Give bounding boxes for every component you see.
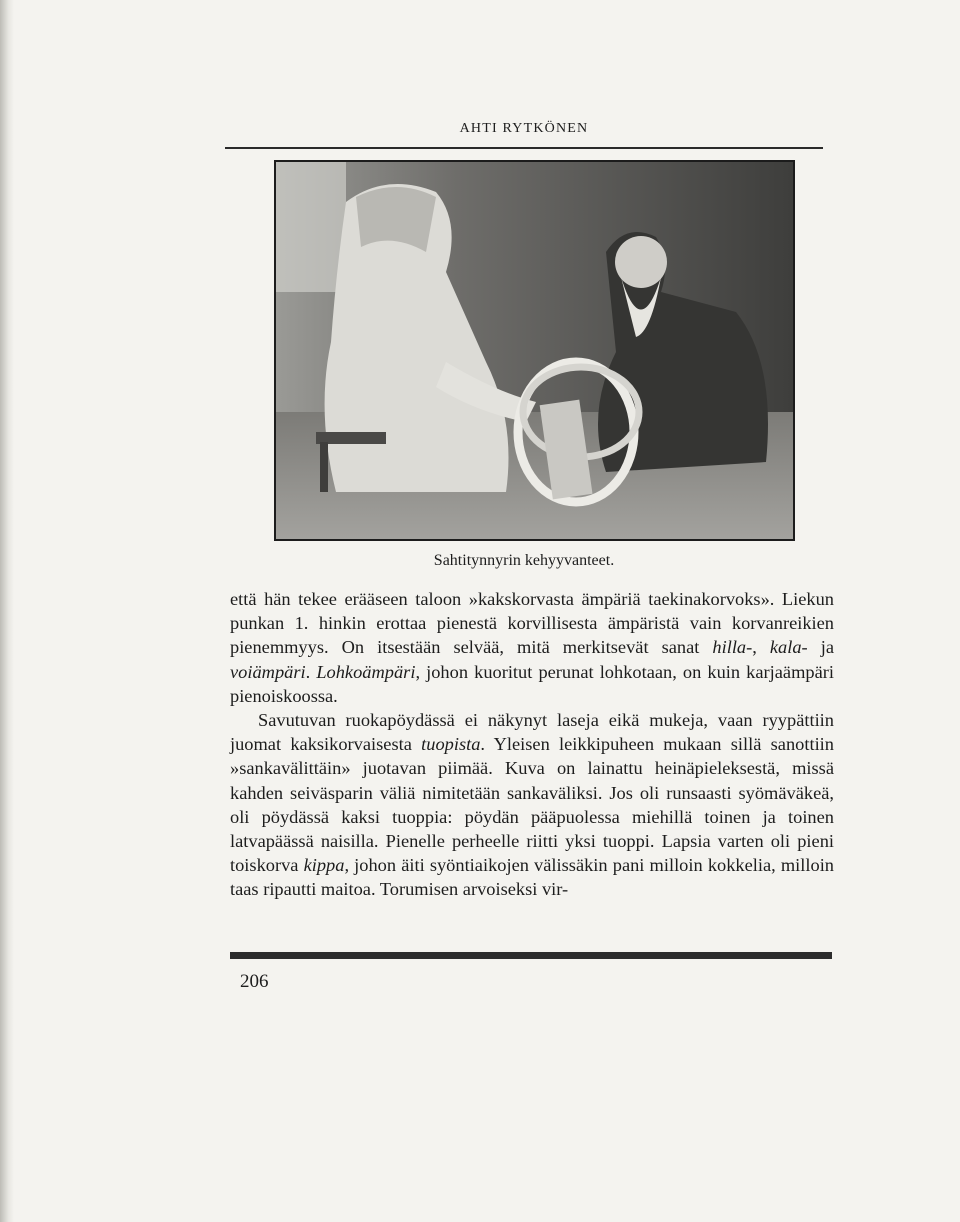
paragraph-1: että hän tekee erääseen taloon »kakskorvasta ämpäriä taekinakorvoks». Liekun punkan 1. hinkin erottaa pienestä korvillisesta ämpäristä vain korvanreikien pienemmyys. On itsestään selvää, mitä merkitsevät sanat hilla-, kala- ja voiämpäri. Lohkoämpäri, johon kuoritut perunat lohkotaan, on kuin karjaämpäri pienoiskoossa.	[230, 589, 834, 706]
figure-caption: Sahtitynnyrin kehyyvanteet.	[433, 552, 615, 569]
body-text	[230, 587, 834, 902]
footer-rule	[230, 952, 832, 959]
photo-image	[276, 162, 793, 539]
header-rule	[225, 147, 823, 149]
running-head: AHTI RYTKÖNEN	[459, 121, 589, 136]
paragraph-2: Savutuvan ruokapöydässä ei näkynyt laseja eikä mukeja, vaan ryypättiin juomat kaksikorvaisesta tuopista. Yleisen leikkipuheen mukaan sillä sanottiin »sankavälittäin» juotavan piimää. Kuva on lainattu heinäpieleksestä, missä kahden seiväsparin väliä nimitetään sankaväliksi. Jos oli runsaasti syömäväkeä, oli pöydässä kaksi tuoppia: pöydän pääpuolessa miehillä toinen ja toinen latvapäässä naisilla. Pienelle perheelle riitti yksi tuoppi. Lapsia varten oli pieni toiskorva kippa, johon äiti syöntiaikojen välissäkin pani milloin kokkelia, milloin taas ripautti maitoa. Torumisen arvoiseksi vir-	[230, 710, 835, 900]
photo	[274, 160, 795, 541]
page-edge	[0, 0, 14, 1222]
page-number: 206	[240, 971, 269, 992]
